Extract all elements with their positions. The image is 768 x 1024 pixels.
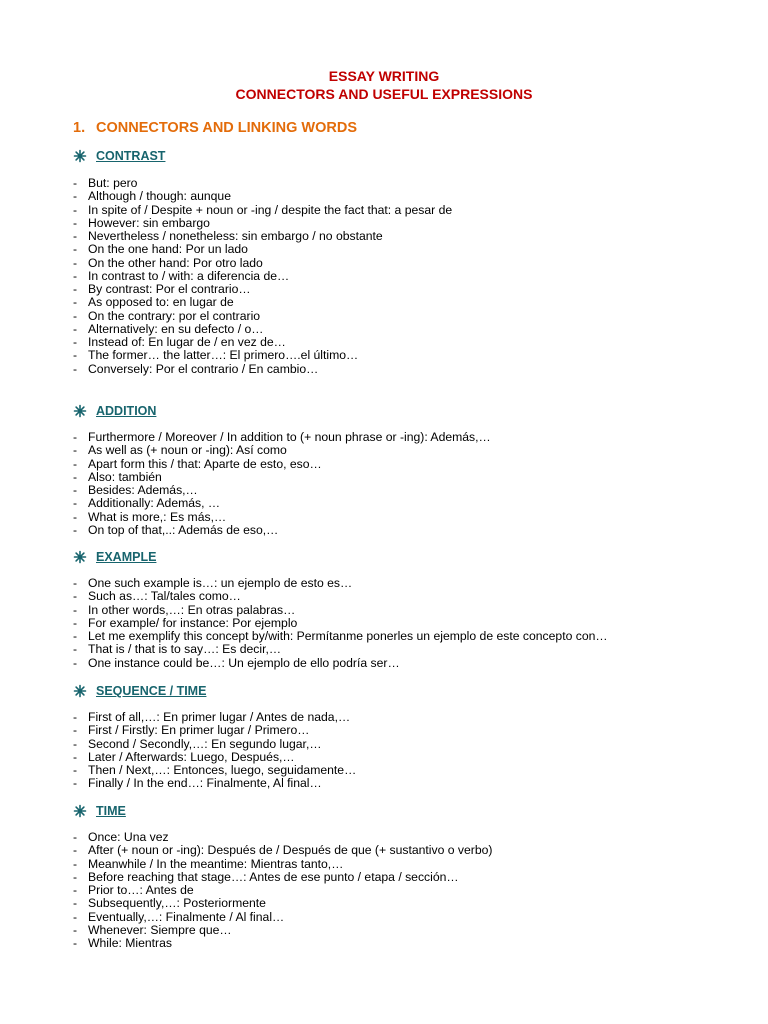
section-number: 1.	[73, 120, 86, 136]
dash-bullet: -	[73, 295, 78, 310]
dash-bullet: -	[73, 202, 78, 217]
dash-bullet: -	[73, 348, 78, 363]
dash-bullet: -	[73, 642, 78, 657]
dash-bullet: -	[73, 749, 78, 764]
list-item	[73, 871, 492, 884]
dash-bullet: -	[73, 308, 78, 323]
dash-bullet: -	[73, 869, 78, 884]
category-label: TIME	[96, 804, 126, 818]
list-item	[73, 217, 452, 230]
category-label: SEQUENCE / TIME	[96, 684, 207, 698]
list-item	[73, 844, 492, 857]
dash-bullet: -	[73, 736, 78, 751]
dash-bullet: -	[73, 456, 78, 471]
list-item	[73, 431, 491, 444]
list-item	[73, 643, 608, 656]
list-item-text: In spite of / Despite + noun or -ing / despite the fact that: a pesar de	[88, 202, 453, 217]
list-item-text: Then / Next,…: Entonces, luego, seguidamente…	[88, 763, 357, 777]
list-item	[73, 590, 608, 603]
list-item-text: Additionally: Además, …	[88, 496, 221, 511]
dash-bullet: -	[73, 443, 78, 458]
category-label: ADDITION	[96, 404, 157, 418]
dash-bullet: -	[73, 189, 78, 204]
asterisk-bullet-icon	[73, 550, 87, 564]
dash-bullet: -	[73, 255, 78, 270]
list-item	[73, 630, 608, 643]
dash-bullet: -	[73, 843, 78, 858]
list-item-text: Such as…: Tal/tales como…	[88, 589, 241, 604]
section-label: CONNECTORS AND LINKING WORDS	[96, 120, 357, 136]
dash-bullet: -	[73, 909, 78, 924]
list-item-text: One instance could be…: Un ejemplo de ello podría ser…	[88, 655, 400, 670]
list-item	[73, 283, 452, 296]
list-item-text: Later / Afterwards: Luego, Después,…	[88, 749, 295, 764]
list-item	[73, 924, 492, 937]
dash-bullet: -	[73, 629, 78, 643]
list-item	[73, 897, 492, 910]
list-item-text: On top of that,..: Además de eso,…	[88, 522, 279, 537]
asterisk-bullet-icon	[73, 684, 87, 698]
dash-bullet: -	[73, 589, 78, 604]
list-item-text: First / Firstly: En primer lugar / Primero…	[88, 723, 310, 738]
list-item	[73, 511, 491, 524]
dash-bullet: -	[73, 576, 78, 590]
list-item	[73, 858, 492, 871]
list-item-text: However: sin embargo	[88, 215, 210, 230]
dash-bullet: -	[73, 335, 78, 349]
list-item	[73, 257, 452, 270]
asterisk-bullet-icon	[73, 404, 87, 418]
list-item	[73, 177, 452, 190]
list-item	[73, 270, 452, 283]
list-item-text: Alternatively: en su defecto / o…	[88, 321, 264, 336]
dash-bullet: -	[73, 723, 78, 738]
list-item-text: In other words,…: En otras palabras…	[88, 602, 296, 617]
list-item	[73, 444, 491, 457]
list-item	[73, 524, 491, 537]
dash-bullet: -	[73, 509, 78, 524]
dash-bullet: -	[73, 883, 78, 897]
list-item	[73, 363, 452, 376]
dash-bullet: -	[73, 430, 78, 444]
list-item-text: Once: Una vez	[88, 830, 169, 844]
list-item	[73, 657, 608, 670]
list-item-text: First of all,…: En primer lugar / Antes de nada,…	[88, 710, 351, 724]
dash-bullet: -	[73, 321, 78, 336]
dash-bullet: -	[73, 215, 78, 230]
dash-bullet: -	[73, 268, 78, 283]
list-item	[73, 937, 492, 950]
list-item-text: Although / though: aunque	[88, 189, 231, 204]
dash-bullet: -	[73, 710, 78, 724]
list-item	[73, 458, 491, 471]
document-title: ESSAY WRITING	[328, 68, 440, 84]
dash-bullet: -	[73, 896, 78, 911]
list-item-text: But: pero	[88, 176, 138, 190]
dash-bullet: -	[73, 830, 78, 844]
dash-bullet: -	[73, 282, 78, 296]
list-item	[73, 349, 452, 362]
list-item-text: Whenever: Siempre que…	[88, 922, 232, 937]
list-item-text: After (+ noun or -ing): Después de / Después de que (+ sustantivo o verbo)	[88, 843, 493, 858]
dash-bullet: -	[73, 776, 78, 791]
list-item-text: On the contrary: por el contrario	[88, 308, 261, 323]
time-list	[73, 831, 492, 950]
list-item	[73, 884, 492, 897]
contrast-list	[73, 177, 452, 376]
list-item	[73, 336, 452, 349]
list-item	[73, 204, 452, 217]
list-item	[73, 604, 608, 617]
list-item-text: Finally / In the end…: Finalmente, Al final…	[88, 776, 322, 791]
list-item-text: On the other hand: Por otro lado	[88, 255, 263, 270]
list-item-text: By contrast: Por el contrario…	[88, 282, 251, 296]
dash-bullet: -	[73, 176, 78, 190]
list-item	[73, 764, 356, 777]
list-item-text: Meanwhile / In the meantime: Mientras tanto,…	[88, 856, 344, 871]
list-item-text: For example/ for instance: Por ejemplo	[88, 615, 298, 630]
list-item	[73, 471, 491, 484]
list-item-text: Let me exemplify this concept by/with: Permítanme ponerles un ejemplo de este concepto con…	[88, 629, 608, 643]
asterisk-bullet-icon	[73, 149, 87, 163]
list-item	[73, 243, 452, 256]
dash-bullet: -	[73, 242, 78, 257]
dash-bullet: -	[73, 483, 78, 497]
list-item	[73, 230, 452, 243]
list-item	[73, 777, 356, 790]
dash-bullet: -	[73, 615, 78, 630]
dash-bullet: -	[73, 936, 78, 950]
dash-bullet: -	[73, 602, 78, 617]
list-item-text: On the one hand: Por un lado	[88, 242, 248, 257]
section-heading	[73, 119, 357, 137]
list-item-text: In contrast to / with: a diferencia de…	[88, 268, 290, 283]
list-item-text: One such example is…: un ejemplo de esto es…	[88, 576, 353, 590]
list-item-text: Prior to…: Antes de	[88, 883, 194, 897]
list-item	[73, 190, 452, 203]
list-item	[73, 911, 492, 924]
list-item-text: Subsequently,…: Posteriormente	[88, 896, 266, 911]
list-item-text: Eventually,…: Finalmente / Al final…	[88, 909, 285, 924]
dash-bullet: -	[73, 922, 78, 937]
dash-bullet: -	[73, 655, 78, 670]
dash-bullet: -	[73, 763, 78, 777]
asterisk-bullet-icon	[73, 804, 87, 818]
list-item-text: As opposed to: en lugar de	[88, 295, 234, 310]
sequence-list	[73, 711, 356, 791]
list-item	[73, 711, 356, 724]
list-item-text: Before reaching that stage…: Antes de ese punto / etapa / sección…	[88, 869, 459, 884]
list-item-text: Apart form this / that: Aparte de esto, eso…	[88, 456, 322, 471]
category-label: CONTRAST	[96, 149, 166, 163]
list-item-text: Nevertheless / nonetheless: sin embargo / no obstante	[88, 229, 383, 243]
document-subtitle: CONNECTORS AND USEFUL EXPRESSIONS	[235, 86, 533, 102]
category-label: EXAMPLE	[96, 550, 157, 564]
list-item	[73, 738, 356, 751]
list-item-text: While: Mientras	[88, 936, 172, 950]
list-item	[73, 751, 356, 764]
list-item	[73, 617, 608, 630]
list-item-text: Also: también	[88, 469, 162, 484]
list-item	[73, 497, 491, 510]
list-item-text: Instead of: En lugar de / en vez de…	[88, 335, 286, 349]
list-item-text: That is / that is to say…: Es decir,…	[88, 642, 282, 657]
list-item	[73, 310, 452, 323]
list-item	[73, 724, 356, 737]
example-list	[73, 577, 608, 670]
dash-bullet: -	[73, 469, 78, 484]
dash-bullet: -	[73, 229, 78, 243]
list-item	[73, 323, 452, 336]
list-item	[73, 296, 452, 309]
list-item-text: Besides: Además,…	[88, 483, 198, 497]
list-item	[73, 577, 608, 590]
list-item-text: Furthermore / Moreover / In addition to (+ noun phrase or -ing): Además,…	[88, 430, 491, 444]
list-item-text: Second / Secondly,…: En segundo lugar,…	[88, 736, 322, 751]
list-item-text: As well as (+ noun or -ing): Así como	[88, 443, 287, 458]
list-item-text: What is more,: Es más,…	[88, 509, 227, 524]
list-item	[73, 484, 491, 497]
list-item-text: Conversely: Por el contrario / En cambio…	[88, 361, 319, 376]
list-item-text: The former… the latter…: El primero….el último…	[88, 348, 359, 363]
addition-list	[73, 431, 491, 537]
dash-bullet: -	[73, 361, 78, 376]
dash-bullet: -	[73, 856, 78, 871]
dash-bullet: -	[73, 522, 78, 537]
dash-bullet: -	[73, 496, 78, 511]
list-item	[73, 831, 492, 844]
